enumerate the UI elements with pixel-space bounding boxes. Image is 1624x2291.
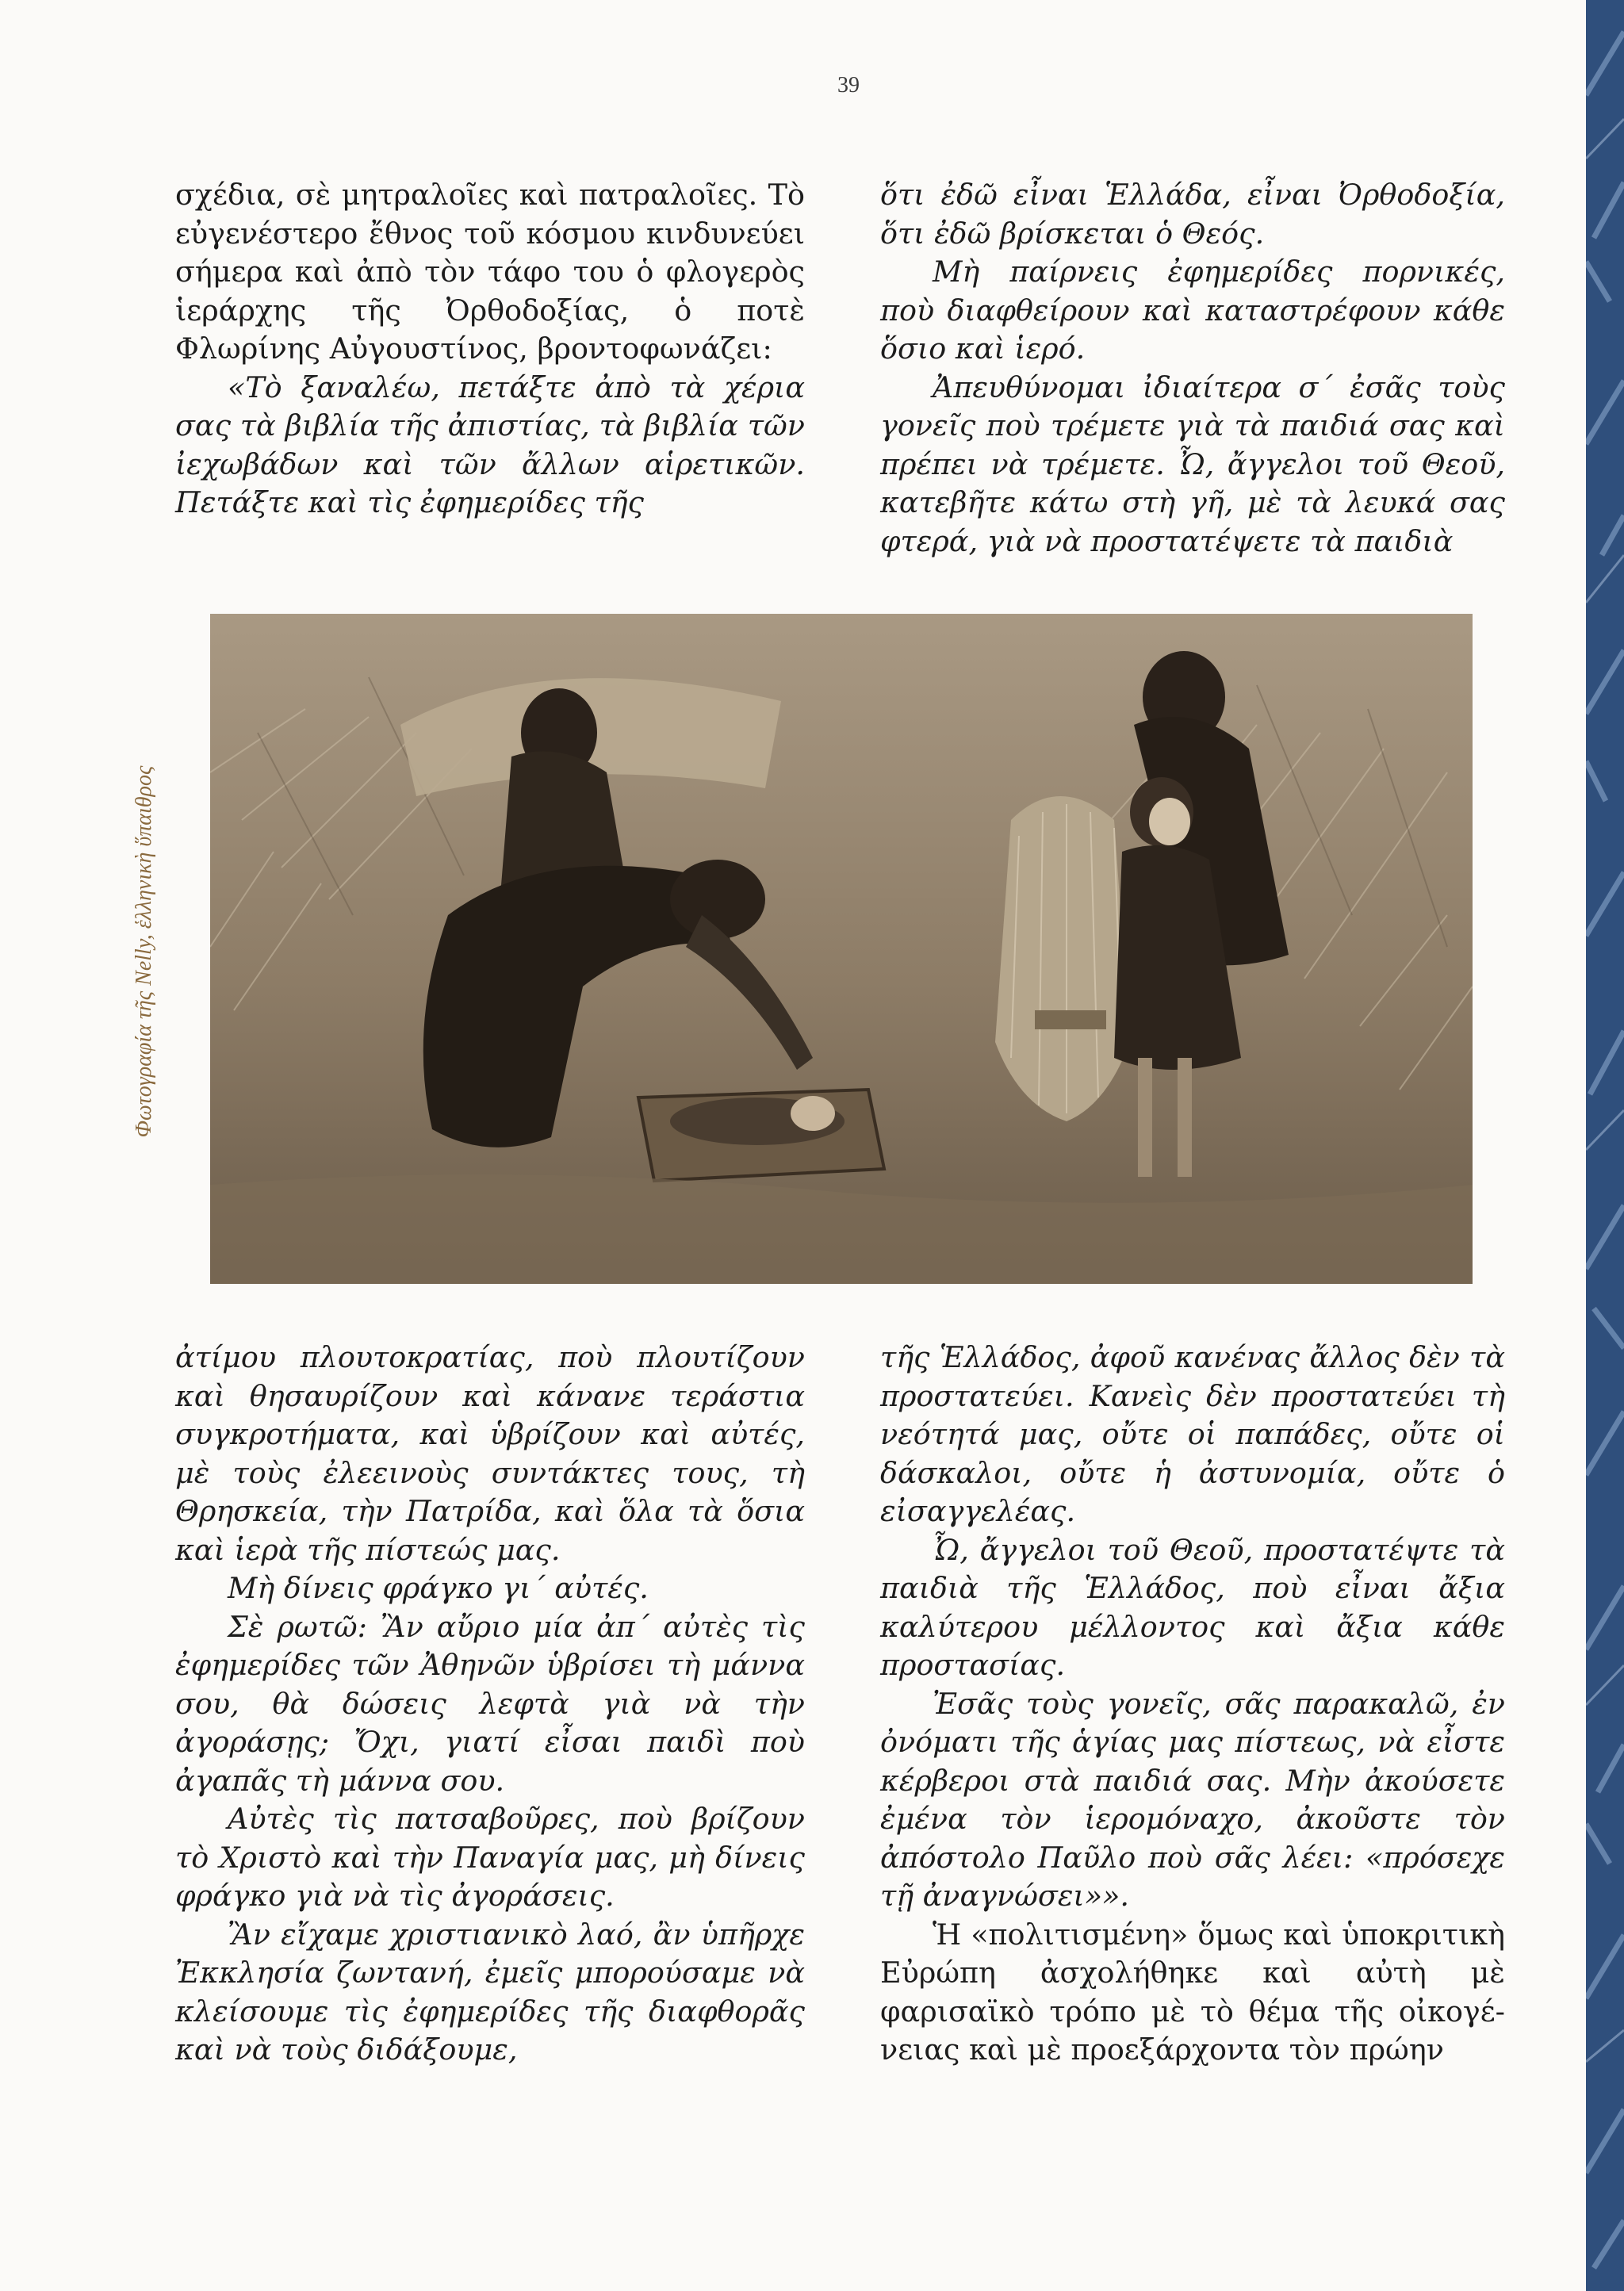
stripe-pattern-icon [1586,0,1624,2291]
quote-paragraph: «Τὸ ξαναλέω, πετάξτε ἀπὸ τὰ χέρια σας τὰ βιβλία τῆς ἀπιστίας, τὰ βιβλία τῶν ἰεχωβάδων καὶ τῶν ἄλλων αἱρετικῶν. Πετάξτε καὶ τὶς ἐφημερίδες τῆς [175,370,805,519]
quote-paragraph: Μὴ δίνεις φράγκο γι΄ αὐτές. [228,1571,649,1605]
decorative-side-stripe [1586,0,1624,2291]
text-column-bottom-right [880,1339,1505,2070]
page-number: 39 [837,73,860,98]
photo-caption: Φωτογραφία τῆς Nelly, ἑλληνικὴ ὕπαιθρος [132,765,156,1138]
quote-paragraph: ὅτι ἐδῶ εἶναι Ἑλλάδα, εἶναι Ὀρθοδοξία, ὅτι ἐδῶ βρίσκεται ὁ Θεός. [880,178,1505,251]
quote-paragraph: Αὐτὲς τὶς πατσαβοῦρες, ποὺ βρίζουν τὸ Χριστὸ καὶ τὴν Παναγία μας, μὴ δίνεις φράγκο γιὰ νὰ τὶς ἀγοράσεις. [175,1802,805,1913]
paragraph: Ἡ «πολιτισμένη» ὅμως καὶ ὑποκριτικὴ Εὐρώπη ἀσχολήθηκε καὶ αὐτὴ μὲ φαρισαϊκὸ τρόπο μὲ τὸ θέμα τῆς οἰκογένειας καὶ μὲ προεξάρχοντα τὸν πρώην [880,1917,1505,2067]
quote-paragraph: Ὦ, ἄγγελοι τοῦ Θεοῦ, προστατέψτε τὰ παιδιὰ τῆς Ἑλλάδος, ποὺ εἶναι ἄξια καλύτερου μέλλοντος καὶ ἄξια κάθε προστασίας. [880,1532,1505,1682]
text-column-bottom-left [175,1339,805,2070]
quote-paragraph: Ἐσᾶς τοὺς γονεῖς, σᾶς παρακαλῶ, ἐν ὀνόματι τῆς ἁγίας μας πίστεως, νὰ εἶστε κέρβεροι στὰ παιδιά σας. Μὴν ἀκούσετε ἐμένα τὸν ἱερομόναχο, ἀκοῦστε τὸν ἀπόστολο Παῦλο ποὺ σᾶς λέει: «πρόσεχε τῇ ἀναγνώσει»». [880,1686,1505,1913]
quote-paragraph: Ἂν εἴχαμε χριστιανικὸ λαό, ἂν ὑπῆρχε Ἐκκλησία ζωντανή, ἐμεῖς μπορούσαμε νὰ κλείσουμε τὶς ἐφημερίδες τῆς διαφθορᾶς καὶ νὰ τοὺς διδάξουμε, [175,1917,805,2067]
quote-paragraph: τῆς Ἑλλάδος, ἀφοῦ κανένας ἄλλος δὲν τὰ προστατεύει. Κανεὶς δὲν προστατεύει τὴ νεότητά μας, οὔτε οἱ παπάδες, οὔτε οἱ δάσκαλοι, οὔτε ἡ ἀστυνομία, οὔτε ὁ εἰσαγγελέας. [880,1340,1505,1528]
quote-paragraph: ἀτίμου πλουτοκρατίας, ποὺ πλουτίζουν καὶ θησαυρίζουν καὶ κάνανε τεράστια συγκροτήματα, καὶ ὑβρίζουν καὶ αὐτές, μὲ τοὺς ἐλεεινοὺς συντάκτες τους, τὴ Θρησκεία, τὴν Πατρίδα, καὶ ὅλα τὰ ὅσια καὶ ἱερὰ τῆς πίστεώς μας. [175,1340,805,1567]
quote-paragraph: Ἀπευθύνομαι ἰδιαίτερα σ΄ ἐσᾶς τοὺς γονεῖς ποὺ τρέμετε γιὰ τὰ παιδιά σας καὶ πρέπει νὰ τρέμετε. Ὦ, ἄγγελοι τοῦ Θεοῦ, κατεβῆτε κάτω στὴ γῆ, μὲ τὰ λευκά σας φτερά, γιὰ νὰ προστατέψετε τὰ παιδιὰ [880,370,1505,558]
wheat-harvest-photo-icon [210,614,1473,1284]
text-column-top-right [880,176,1505,561]
sepia-photograph [210,614,1473,1284]
quote-paragraph: Σὲ ρωτῶ: Ἂν αὔριο μία ἀπ΄ αὐτὲς τὶς ἐφημερίδες τῶν Ἀθηνῶν ὑβρίσει τὴ μάννα σου, θὰ δώσεις λεφτὰ γιὰ νὰ τὴν ἀγοράσῃς; Ὄχι, γιατί εἶσαι παιδὶ ποὺ ἀγαπᾶς τὴ μάννα σου. [175,1609,805,1798]
paragraph: σχέδια, σὲ μητραλοῖες καὶ πατραλοῖες. Τὸ εὐγενέστερο ἔθνος τοῦ κόσμου κινδυνεύει σήμερα καὶ ἀπὸ τὸν τάφο του ὁ φλογερὸς ἱεράρχης τῆς Ὀρθοδοξίας, ὁ ποτὲ Φλωρίνης Αὐγουστίνος, βροντοφωνάζει: [175,178,805,366]
quote-paragraph: Μὴ παίρνεις ἐφημερίδες πορνικές, ποὺ διαφθείρουν καὶ καταστρέφουν κάθε ὅσιο καὶ ἱερό. [880,255,1505,366]
text-column-top-left [175,176,805,523]
